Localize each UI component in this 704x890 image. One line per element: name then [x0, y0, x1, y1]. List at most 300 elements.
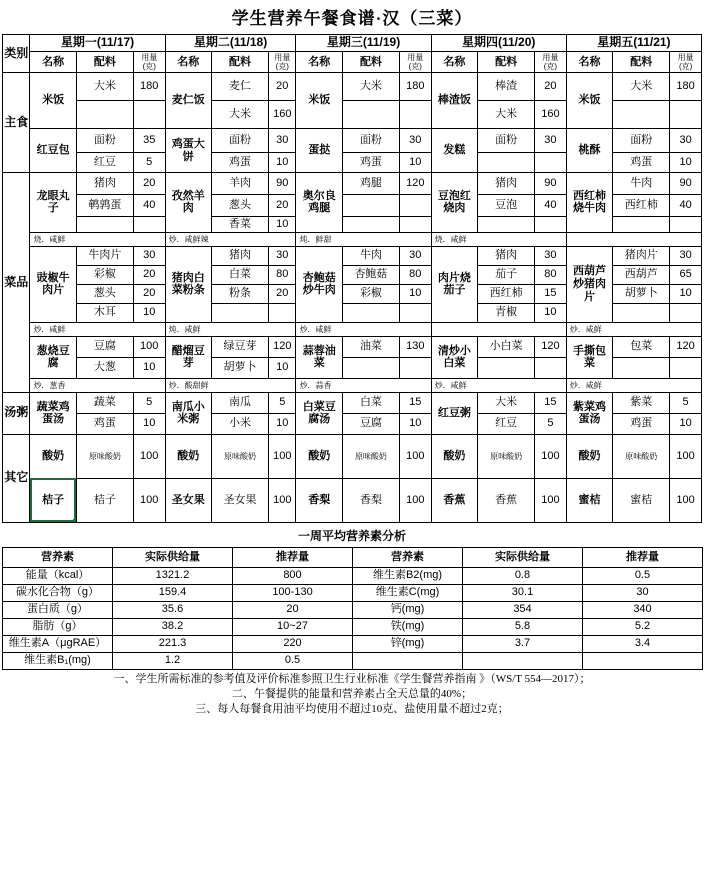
ingredient — [342, 357, 399, 378]
cooking-method: 炒．咸鲜 — [566, 322, 701, 336]
ingredient — [613, 303, 670, 322]
ingredient: 胡萝卜 — [613, 284, 670, 303]
ingredient: 香蕉 — [478, 478, 535, 522]
amount: 10 — [670, 153, 702, 173]
dish-name: 酸奶 — [431, 434, 477, 478]
table-row — [3, 618, 703, 635]
ingredient — [478, 357, 535, 378]
ingredient: 包菜 — [613, 336, 670, 357]
amount: 100 — [269, 478, 296, 522]
amount: 90 — [535, 173, 567, 195]
amount: 120 — [399, 173, 431, 195]
ingredient: 鸡蛋 — [342, 153, 399, 173]
cooking-method: 炒．咸鲜 — [431, 378, 566, 392]
amount: 120 — [269, 336, 296, 357]
table-row — [3, 478, 702, 522]
page-title: 学生营养午餐食谱·汉（三菜） — [231, 9, 473, 28]
amount: 10 — [133, 413, 165, 434]
ingredient: 棒渣 — [478, 73, 535, 101]
category-other: 其它 — [3, 434, 30, 522]
amount: 100 — [535, 434, 567, 478]
menu-table — [2, 34, 702, 523]
ingredient — [613, 357, 670, 378]
nutrient-actual: 354 — [463, 601, 583, 618]
amount: 20 — [133, 265, 165, 284]
amount: 20 — [133, 173, 165, 195]
amount: 100 — [535, 478, 567, 522]
dish-name: 西红柿烧牛肉 — [566, 173, 612, 233]
dish-name-selected[interactable]: 桔子 — [30, 478, 76, 522]
ingredient: 大葱 — [76, 357, 133, 378]
table-row — [3, 601, 703, 618]
nutrient-name — [353, 652, 463, 669]
amount: 15 — [535, 392, 567, 413]
ingredient: 粉条 — [212, 284, 269, 303]
dish-name: 圣女果 — [165, 478, 211, 522]
amount — [670, 303, 702, 322]
subheader-ing-3: 配料 — [342, 51, 399, 72]
ingredient: 白菜 — [212, 265, 269, 284]
amount: 100 — [670, 478, 702, 522]
ingredient: 鹌鹑蛋 — [76, 195, 133, 217]
nutrition-table — [2, 547, 703, 670]
dish-name: 酸奶 — [296, 434, 342, 478]
amount: 10 — [133, 303, 165, 322]
nutrient-name: 锌(mg) — [353, 635, 463, 652]
ingredient: 南瓜 — [212, 392, 269, 413]
amount: 180 — [670, 73, 702, 101]
ingredient: 蔬菜 — [76, 392, 133, 413]
ingredient: 面粉 — [212, 129, 269, 153]
amount: 80 — [535, 265, 567, 284]
amount — [670, 217, 702, 233]
ingredient: 小米 — [212, 413, 269, 434]
amount: 80 — [269, 265, 296, 284]
amount: 180 — [399, 73, 431, 101]
amount: 120 — [535, 336, 567, 357]
cooking-method: 炒．咸鲜 — [296, 322, 431, 336]
nutrient-recommended: 800 — [233, 567, 353, 584]
nutrition-col-header: 推荐量 — [233, 547, 353, 567]
amount: 10 — [269, 413, 296, 434]
dish-name: 蔬菜鸡蛋汤 — [30, 392, 76, 434]
footnote-3: 三、每人每餐食用油平均使用不超过10克、盐使用量不超过2克； — [195, 702, 509, 715]
ingredient: 大米 — [212, 101, 269, 129]
amount: 5 — [133, 153, 165, 173]
table-row — [3, 635, 703, 652]
subheader-ing-1: 配料 — [76, 51, 133, 72]
ingredient: 白菜 — [342, 392, 399, 413]
dish-name: 龙眼丸子 — [30, 173, 76, 233]
footnote-1: 一、学生所需标准的参考值及评价标准参照卫生行业标准《学生餐营养指南 》（WS/T 554—2017）； — [113, 672, 591, 685]
ingredient: 原味酸奶 — [212, 434, 269, 478]
ingredient — [212, 303, 269, 322]
category-soup: 汤粥 — [3, 392, 30, 434]
amount: 20 — [269, 284, 296, 303]
ingredient: 麦仁 — [212, 73, 269, 101]
ingredient: 木耳 — [76, 303, 133, 322]
ingredient: 鸡蛋 — [76, 413, 133, 434]
ingredient — [613, 217, 670, 233]
ingredient — [342, 303, 399, 322]
dish-name: 米饭 — [296, 73, 342, 129]
nutrition-col-header: 营养素 — [353, 547, 463, 567]
nutrient-name: 维生素A（μgRAE） — [3, 635, 113, 652]
subheader-name-2: 名称 — [165, 51, 211, 72]
ingredient: 葱头 — [76, 284, 133, 303]
dish-name: 豉椒牛肉片 — [30, 246, 76, 322]
ingredient — [478, 153, 535, 173]
amount: 30 — [670, 129, 702, 153]
table-row — [3, 434, 702, 478]
amount: 100 — [133, 434, 165, 478]
nutrient-recommended: 20 — [233, 601, 353, 618]
ingredient: 鸡蛋 — [212, 153, 269, 173]
ingredient: 大米 — [478, 101, 535, 129]
amount: 40 — [535, 195, 567, 217]
nutrient-name: 钙(mg) — [353, 601, 463, 618]
subheader-name-4: 名称 — [431, 51, 477, 72]
dish-name: 肉片烧茄子 — [431, 246, 477, 322]
ingredient: 青椒 — [478, 303, 535, 322]
nutrient-actual: 35.6 — [113, 601, 233, 618]
amount: 30 — [399, 246, 431, 265]
cooking-method — [431, 322, 566, 336]
amount: 10 — [399, 284, 431, 303]
amount — [269, 303, 296, 322]
ingredient: 茄子 — [478, 265, 535, 284]
cooking-method: 炒．蒜香 — [296, 378, 431, 392]
dish-name: 米饭 — [30, 73, 76, 129]
ingredient: 大米 — [342, 73, 399, 101]
amount: 20 — [269, 195, 296, 217]
nutrition-col-header: 推荐量 — [583, 547, 703, 567]
dish-name: 手撕包菜 — [566, 336, 612, 378]
method-row — [3, 378, 702, 392]
day-header-5: 星期五(11/21) — [566, 35, 701, 52]
ingredient: 猪肉片 — [613, 246, 670, 265]
ingredient: 豆腐 — [342, 413, 399, 434]
table-row — [3, 584, 703, 601]
ingredient: 面粉 — [613, 129, 670, 153]
dish-name: 孜然羊肉 — [165, 173, 211, 233]
subheader-amt-3: 用量(克) — [399, 51, 431, 72]
ingredient: 牛肉片 — [76, 246, 133, 265]
amount: 30 — [535, 246, 567, 265]
ingredient: 胡萝卜 — [212, 357, 269, 378]
nutrient-actual: 1321.2 — [113, 567, 233, 584]
dish-name: 酸奶 — [165, 434, 211, 478]
ingredient: 西红柿 — [478, 284, 535, 303]
dish-name: 白菜豆腐汤 — [296, 392, 342, 434]
amount: 30 — [535, 129, 567, 153]
amount: 10 — [269, 217, 296, 233]
cooking-method: 炒．咸鲜辣 — [165, 232, 296, 246]
ingredient — [76, 217, 133, 233]
nutrient-actual: 1.2 — [113, 652, 233, 669]
amount — [133, 217, 165, 233]
ingredient: 面粉 — [342, 129, 399, 153]
dish-name: 棒渣饭 — [431, 73, 477, 129]
ingredient — [342, 101, 399, 129]
footnotes — [0, 670, 704, 717]
table-row — [3, 246, 702, 265]
cooking-method: 炒．葱香 — [30, 378, 165, 392]
nutrient-actual: 159.4 — [113, 584, 233, 601]
subheader-name-5: 名称 — [566, 51, 612, 72]
nutrient-recommended: 340 — [583, 601, 703, 618]
amount: 100 — [399, 434, 431, 478]
nutrient-recommended: 5.2 — [583, 618, 703, 635]
table-row — [3, 336, 702, 357]
amount: 35 — [133, 129, 165, 153]
dish-name: 红豆粥 — [431, 392, 477, 434]
amount: 30 — [399, 129, 431, 153]
nutrient-name: 维生素B2(mg) — [353, 567, 463, 584]
ingredient: 彩椒 — [342, 284, 399, 303]
ingredient: 大米 — [478, 392, 535, 413]
amount: 40 — [670, 195, 702, 217]
subheader-name-1: 名称 — [30, 51, 76, 72]
day-header-2: 星期二(11/18) — [165, 35, 296, 52]
dish-name: 南瓜小米粥 — [165, 392, 211, 434]
dish-name: 麦仁饭 — [165, 73, 211, 129]
table-row — [3, 129, 702, 153]
amount: 100 — [133, 336, 165, 357]
ingredient: 蜜桔 — [613, 478, 670, 522]
dish-name: 香蕉 — [431, 478, 477, 522]
ingredient: 原味酸奶 — [76, 434, 133, 478]
dish-name: 杏鲍菇炒牛肉 — [296, 246, 342, 322]
amount: 10 — [133, 357, 165, 378]
dish-name: 葱烧豆腐 — [30, 336, 76, 378]
table-row — [3, 173, 702, 195]
amount: 10 — [670, 284, 702, 303]
ingredient: 豆泡 — [478, 195, 535, 217]
ingredient: 香梨 — [342, 478, 399, 522]
nutrient-name: 维生素C(mg) — [353, 584, 463, 601]
amount — [535, 217, 567, 233]
nutrient-actual: 3.7 — [463, 635, 583, 652]
amount: 20 — [269, 73, 296, 101]
ingredient: 原味酸奶 — [613, 434, 670, 478]
dish-name: 酸奶 — [566, 434, 612, 478]
dish-name: 紫菜鸡蛋汤 — [566, 392, 612, 434]
subheader-ing-4: 配料 — [478, 51, 535, 72]
subheader-amt-5: 用量(克) — [670, 51, 702, 72]
amount: 100 — [399, 478, 431, 522]
amount: 10 — [269, 357, 296, 378]
amount — [670, 357, 702, 378]
ingredient: 圣女果 — [212, 478, 269, 522]
amount: 20 — [535, 73, 567, 101]
subheader-ing-5: 配料 — [613, 51, 670, 72]
dish-name: 醋熘豆芽 — [165, 336, 211, 378]
amount: 10 — [535, 303, 567, 322]
amount: 80 — [399, 265, 431, 284]
amount — [399, 357, 431, 378]
dish-name: 奥尔良鸡腿 — [296, 173, 342, 233]
subheader-amt-4: 用量(克) — [535, 51, 567, 72]
ingredient: 猪肉 — [76, 173, 133, 195]
amount: 30 — [269, 246, 296, 265]
nutrient-name: 铁(mg) — [353, 618, 463, 635]
amount — [399, 101, 431, 129]
amount: 15 — [535, 284, 567, 303]
cooking-method: 烧．咸鲜 — [30, 232, 165, 246]
day-header-4: 星期四(11/20) — [431, 35, 566, 52]
ingredient — [342, 195, 399, 217]
nutrient-actual: 221.3 — [113, 635, 233, 652]
amount — [399, 195, 431, 217]
category-dishes: 菜品 — [3, 173, 30, 393]
subheader-amt-1: 用量(克) — [133, 51, 165, 72]
nutrition-col-header: 实际供给量 — [113, 547, 233, 567]
subheader-name-3: 名称 — [296, 51, 342, 72]
ingredient: 鸡蛋 — [613, 413, 670, 434]
ingredient — [613, 101, 670, 129]
dish-name: 蒜蓉油菜 — [296, 336, 342, 378]
dish-name: 猪肉白菜粉条 — [165, 246, 211, 322]
amount: 180 — [133, 73, 165, 101]
dish-name: 红豆包 — [30, 129, 76, 173]
dish-name: 鸡蛋大饼 — [165, 129, 211, 173]
nutrient-name: 脂肪（g） — [3, 618, 113, 635]
nutrient-recommended — [583, 652, 703, 669]
ingredient: 牛肉 — [342, 246, 399, 265]
ingredient: 羊肉 — [212, 173, 269, 195]
nutrient-actual: 38.2 — [113, 618, 233, 635]
ingredient: 大米 — [613, 73, 670, 101]
cooking-method — [566, 232, 701, 246]
amount — [535, 357, 567, 378]
amount: 10 — [670, 413, 702, 434]
amount: 10 — [399, 153, 431, 173]
ingredient: 小白菜 — [478, 336, 535, 357]
ingredient: 面粉 — [478, 129, 535, 153]
amount: 5 — [133, 392, 165, 413]
ingredient: 原味酸奶 — [342, 434, 399, 478]
method-row — [3, 232, 702, 246]
dish-name: 米饭 — [566, 73, 612, 129]
cooking-method: 炒．咸鲜 — [566, 378, 701, 392]
nutrient-recommended: 0.5 — [583, 567, 703, 584]
nutrient-recommended: 10~27 — [233, 618, 353, 635]
ingredient — [342, 217, 399, 233]
table-header-days — [3, 35, 702, 52]
amount: 120 — [670, 336, 702, 357]
amount: 15 — [399, 392, 431, 413]
nutrient-recommended: 0.5 — [233, 652, 353, 669]
amount: 160 — [535, 101, 567, 129]
ingredient: 彩椒 — [76, 265, 133, 284]
ingredient: 猪肉 — [478, 246, 535, 265]
ingredient: 红豆 — [478, 413, 535, 434]
amount — [670, 101, 702, 129]
dish-name: 桃酥 — [566, 129, 612, 173]
footnote-2: 二、午餐提供的能量和营养素占全天总量的40%； — [231, 687, 473, 700]
nutrient-actual: 30.1 — [463, 584, 583, 601]
day-header-1: 星期一(11/17) — [30, 35, 165, 52]
method-row — [3, 322, 702, 336]
nutrition-col-header: 营养素 — [3, 547, 113, 567]
nutrient-recommended: 3.4 — [583, 635, 703, 652]
subheader-ing-2: 配料 — [212, 51, 269, 72]
amount: 100 — [269, 434, 296, 478]
amount — [399, 217, 431, 233]
subheader-amt-2: 用量(克) — [269, 51, 296, 72]
amount: 5 — [535, 413, 567, 434]
dish-name: 清炒小白菜 — [431, 336, 477, 378]
dish-name: 蜜桔 — [566, 478, 612, 522]
amount — [535, 153, 567, 173]
amount: 90 — [269, 173, 296, 195]
amount: 130 — [399, 336, 431, 357]
ingredient: 牛肉 — [613, 173, 670, 195]
nutrient-actual: 0.8 — [463, 567, 583, 584]
amount: 90 — [670, 173, 702, 195]
ingredient: 香菜 — [212, 217, 269, 233]
amount: 10 — [269, 153, 296, 173]
ingredient: 鸡蛋 — [613, 153, 670, 173]
table-row — [3, 392, 702, 413]
dish-name: 酸奶 — [30, 434, 76, 478]
nutrient-actual: 5.8 — [463, 618, 583, 635]
nutrition-header-row — [3, 547, 703, 567]
ingredient — [76, 101, 133, 129]
table-row — [3, 567, 703, 584]
ingredient: 猪肉 — [212, 246, 269, 265]
ingredient: 油菜 — [342, 336, 399, 357]
amount: 30 — [670, 246, 702, 265]
dish-name: 香梨 — [296, 478, 342, 522]
ingredient: 西葫芦 — [613, 265, 670, 284]
ingredient: 桔子 — [76, 478, 133, 522]
dish-name: 豆泡红烧肉 — [431, 173, 477, 233]
nutrient-recommended: 30 — [583, 584, 703, 601]
cooking-method: 炒．酸甜鲜 — [165, 378, 296, 392]
amount: 65 — [670, 265, 702, 284]
amount: 30 — [269, 129, 296, 153]
table-row — [3, 652, 703, 669]
ingredient: 葱头 — [212, 195, 269, 217]
ingredient: 绿豆芽 — [212, 336, 269, 357]
ingredient: 豆腐 — [76, 336, 133, 357]
nutrient-recommended: 100-130 — [233, 584, 353, 601]
nutrition-title: 一周平均营养素分析 — [297, 528, 406, 543]
dish-name: 西葫芦炒猪肉片 — [566, 246, 612, 322]
cooking-method: 烧．咸鲜 — [431, 232, 566, 246]
ingredient: 红豆 — [76, 153, 133, 173]
ingredient: 原味酸奶 — [478, 434, 535, 478]
table-header-sub — [3, 51, 702, 72]
amount — [399, 303, 431, 322]
amount: 5 — [670, 392, 702, 413]
nutrient-actual — [463, 652, 583, 669]
ingredient: 大米 — [76, 73, 133, 101]
ingredient: 紫菜 — [613, 392, 670, 413]
ingredient: 杏鲍菇 — [342, 265, 399, 284]
nutrition-col-header: 实际供给量 — [463, 547, 583, 567]
table-row — [3, 73, 702, 101]
cooking-method: 炒．咸鲜 — [30, 322, 165, 336]
ingredient: 面粉 — [76, 129, 133, 153]
ingredient: 猪肉 — [478, 173, 535, 195]
nutrient-name: 碳水化合物（g） — [3, 584, 113, 601]
amount: 100 — [133, 478, 165, 522]
ingredient — [478, 217, 535, 233]
amount: 5 — [269, 392, 296, 413]
